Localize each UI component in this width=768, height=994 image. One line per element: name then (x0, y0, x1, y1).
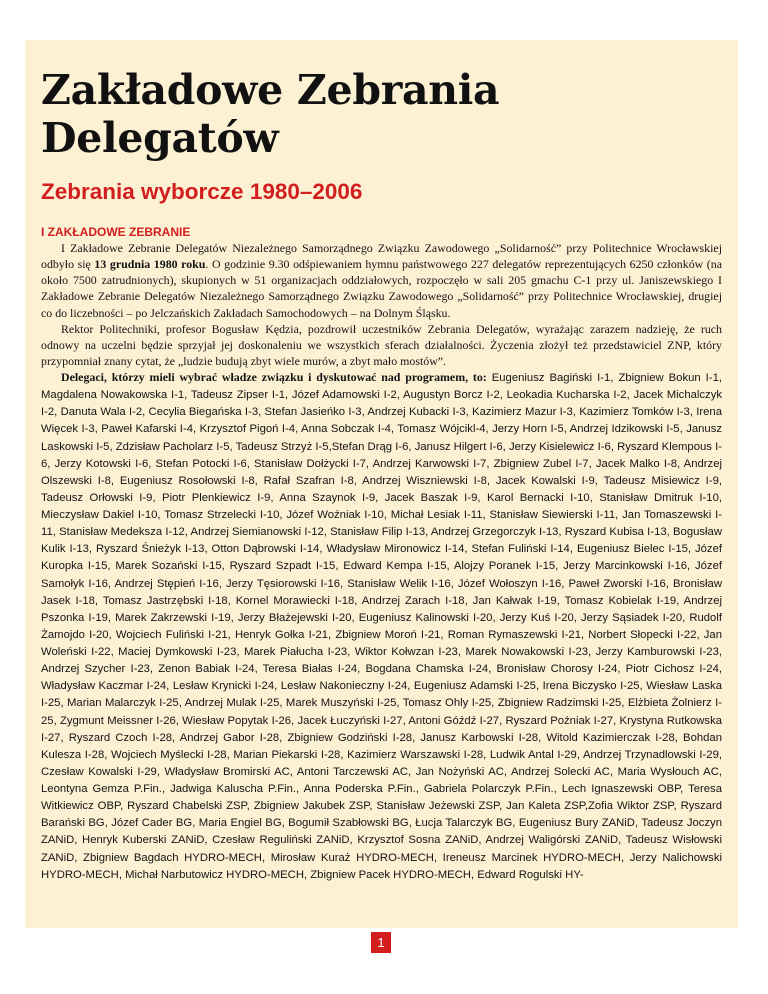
page-subtitle: Zebrania wyborcze 1980–2006 (41, 179, 363, 204)
paragraph-intro-text-b: . O godzinie 9.30 odśpiewaniem hymnu państwowego 227 delegatów reprezentujących 6250 członków (na około 7500 zatrudnionych), skupionych w 51 organizacjach oddziałowych, rozpoczęło w sali 205 gmachu C-1 przy ul. Janiszewskiego I Zakładowe Zebranie Delegatów Niezależnego Samorządnego Związku Zawodowego „Solidarność” przy Politechnice Wrocławskiej, drugiej co do liczebności – po Jelczańskich Zakładach Samochodowych – na Dolnym Śląsku. (41, 257, 722, 320)
page-title: Zakładowe Zebrania Delegatów (41, 66, 500, 162)
page-number: 1 (371, 932, 391, 953)
paragraph-rector: Rektor Politechniki, profesor Bogusław Kędzia, pozdrowił uczestników Zebrania Delegatów, wyrażając zarazem nadzieję, że ruch odnowy na uczelni będzie sprzyjał jej doskonaleniu we wszystkich sferach działalności. Życzenia złożył też przedstawiciel ZNP, który przypomniał znany cytat, że „ludzie budują zbyt wiele murów, a zbyt mało mostów”. (41, 321, 722, 368)
paragraph-intro-text-a: I Zakładowe Zebranie Delegatów Niezależnego Samorządnego Związku Zawodowego „Solidarność” przy Politechnice Wrocławskiej odbyło się (41, 241, 722, 272)
paragraph-delegates (41, 369, 722, 883)
delegates-lead: Delegaci, którzy mieli wybrać władze związku i dyskutować nad programem, to: (61, 370, 487, 384)
paragraph-intro (41, 240, 722, 321)
document-page (25, 40, 738, 928)
section-heading: I ZAKŁADOWE ZEBRANIE (41, 225, 191, 239)
meeting-date: 13 grudnia 1980 roku (94, 257, 206, 272)
delegates-list: Eugeniusz Bagiński I-1, Zbigniew Bokun I-1, Magdalena Nowakowska I-1, Tadeusz Zipser I-1, Józef Adamowski I-2, Augustyn Borcz I-2, Leokadia Kucharska I-2, Jacek Michalczyk I-2, Danuta Wala I-2, Cecylia Biegańska I-3, Stefan Jasieńko I-3, Andrzej Kubacki I-3, Kazimierz Mazur I-3, Kazimierz Tomków I-3, Irena Więcek I-3, Paweł Kafarski I-4, Krzysztof Pigoń I-4, Anna Sobczak I-4, Tomasz Wójcikl-4, Jerzy Horn I-5, Andrzej Idzikowski I-5, Janusz Laskowski I-5, Zdzisław Pacholarz I-5, Tadeusz Strzyż I-5,Stefan Drąg I-6, Janusz Hilgert I-6, Jerzy Kisielewicz I-6, Ryszard Klempous I-6, Jerzy Kotowski I-6, Stefan Potocki I-6, Stanisław Dołżycki I-7, Andrzej Karwowski I-7, Zbigniew Zubel I-7, Jacek Malko I-8, Andrzej Olszewski I-8, Eugeniusz Rosołowski I-8, Rafał Szafran I-8, Andrzej Wiszniewski I-8, Jacek Kowalski I-9, Tadeusz Misiewicz I-9, Tadeusz Orłowski I-9, Piotr Plenkiewicz I-9, Anna Szaynok I-9, Jacek Baszak I-9, Karol Bernacki I-10, Stanisław Dmitruk I-10, Mieczysław Dakiel I-10, Tomasz Strzelecki I-10, Józef Woźniak I-10, Michał Lesiak I-11, Stanisław Siewierski I-11, Jan Tomaszewski I-11, Stanisław Medeksza I-12, Andrzej Siemianowski I-12, Stanisław Filip I-13, Andrzej Grzegorczyk I-13, Ryszard Kubisa I-13, Bogusław Kulik I-13, Ryszard Śnieżyk I-13, Otton Dąbrowski I-14, Władysław Mironowicz I-14, Stefan Fuliński I-14, Eugeniusz Bielec I-15, Józef Kuropka I-15, Marek Sozański I-15, Ryszard Szpadt I-15, Edward Kempa I-15, Alojzy Poranek I-15, Jerzy Marcinkowski I-16, Józef Samołyk I-16, Andrzej Stępień I-16, Jerzy Tęsiorowski I-16, Stanisław Welik I-16, Józef Wołoszyn I-16, Paweł Zworski I-16, Bronisław Jasek I-18, Tomasz Jastrzębski I-18, Kornel Morawiecki I-18, Andrzej Zarach I-18, Jan Kałwak I-19, Tomasz Kobielak I-19, Andrzej Pszonka I-19, Marek Zakrzewski I-19, Jerzy Błażejewski I-20, Eugeniusz Kalinowski I-20, Jerzy Kuś I-20, Jerzy Sąsiadek I-20, Rudolf Żamojdo I-20, Wojciech Fuliński I-21, Henryk Gołka I-21, Zbigniew Moroń I-21, Roman Rymaszewski I-21, Norbert Słopecki I-22, Jan Woleński I-22, Maciej Dymkowski I-23, Marek Piałucha I-23, Wiktor Kołwzan I-23, Marek Nowakowski I-23, Jerzy Kamburowski I-23, Andrzej Szycher I-23, Zenon Babiak I-24, Teresa Białas I-24, Bogdana Chamska I-24, Bronisław Chorosy I-24, Piotr Cichosz I-24, Władysław Kaczmar I-24, Lesław Krynicki I-24, Lesław Nakonieczny I-24, Eugeniusz Adamski I-25, Irena Biczysko I-25, Wiesław Laska I-25, Marian Malarczyk I-25, Andrzej Mulak I-25, Marek Muszyński I-25, Tomasz Ohly I-25, Zbigniew Radzimski I-25, Elżbieta Żolnierz I-25, Zygmunt Meissner I-26, Wiesław Popytak I-26, Jacek Łuczyński I-27, Antoni Góźdź I-27, Ryszard Poźniak I-27, Krystyna Rutkowska I-27, Ryszard Czoch I-28, Andrzej Gabor I-28, Zbigniew Godziński I-28, Janusz Karbowski I-28, Witold Kazimierczak I-28, Bohdan Kulesza I-28, Wojciech Myślecki I-28, Marian Piekarski I-28, Kazimierz Warszawski I-28, Ludwik Antal I-29, Andrzej Trzynadlowski I-29, Czesław Kowalski I-29, Władysław Bromirski AC, Antoni Tarczewski AC, Jan Nożyński AC, Andrzej Solecki AC, Maria Wysłouch AC, Leontyna Gemza P.Fin., Jadwiga Kaluscha P.Fin., Anna Poderska P.Fin., Gabriela Polarczyk P.Fin., Lech Ignaszewski OBP, Teresa Witkiewicz OBP, Ryszard Chabelski ZSP, Zbigniew Jakubek ZSP, Stanisław Jeżewski ZSP, Jan Kaleta ZSP,Zofia Wiktor ZSP, Ryszard Barański BG, Józef Cader BG, Maria Engiel BG, Bogumił Szabłowski BG, Łucja Talarczyk BG, Eugeniusz Bury ZANiD, Tadeusz Joczyn ZANiD, Henryk Kuberski ZANiD, Czesław Reguliński ZANiD, Krzysztof Sosna ZANiD, Andrzej Waligórski ZANiD, Tadeusz Wisłowski ZANiD, Zbigniew Bagdach HYDRO-MECH, Mirosław Kuraż HYDRO-MECH, Ireneusz Marcinek HYDRO-MECH, Jerzy Nalichowski HYDRO-MECH, Michał Narbutowicz HYDRO-MECH, Zbigniew Pacek HYDRO-MECH, Edward Rogulski HY- (41, 372, 722, 881)
article-body (41, 240, 722, 883)
